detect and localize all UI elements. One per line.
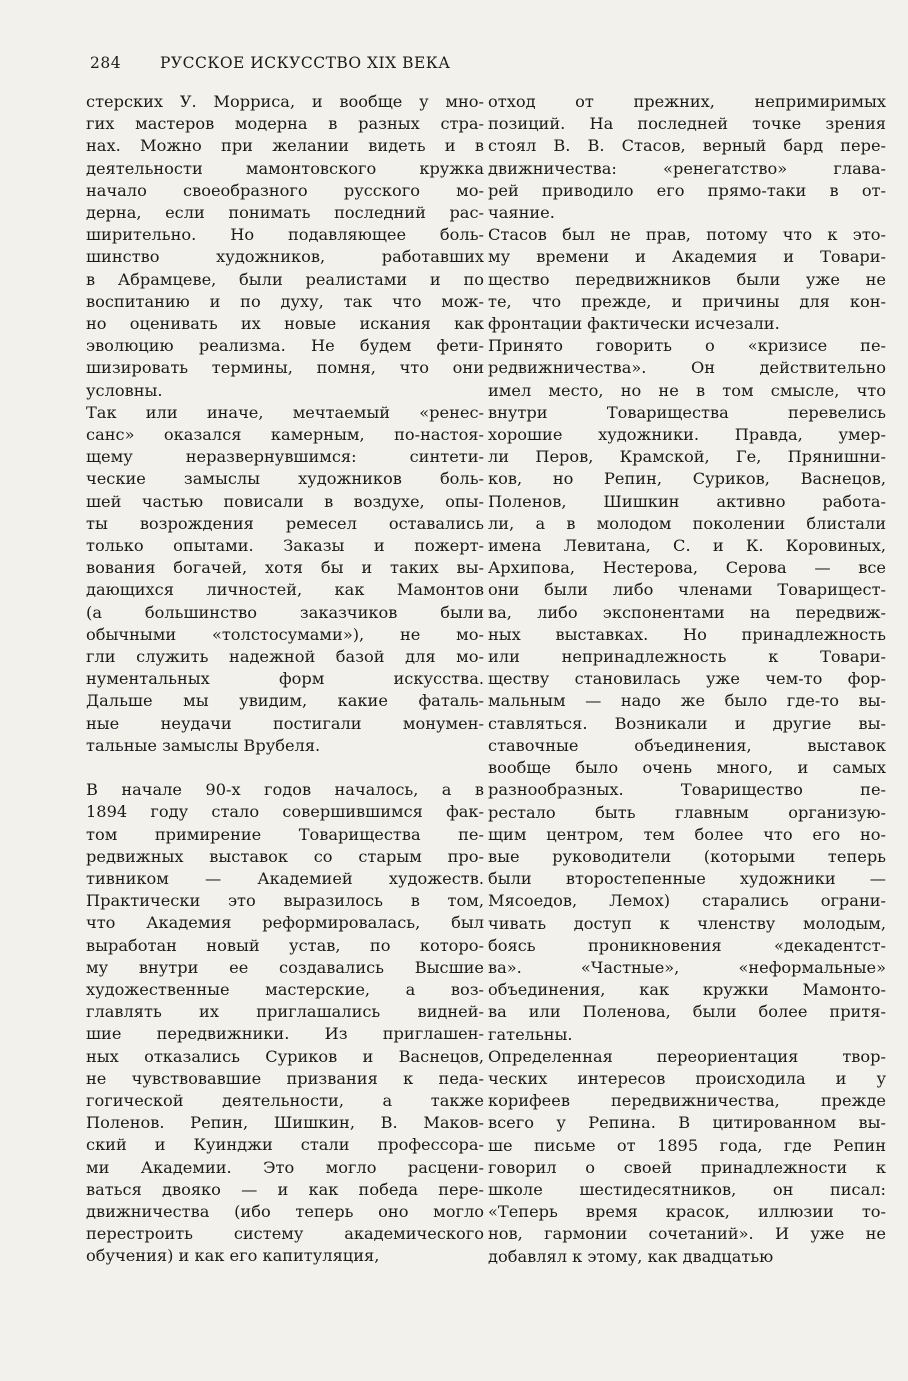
text-line: редвижничества». Он действительно [488,358,886,378]
text-line: были второстепенные художники — [488,869,886,889]
text-line: тальные замыслы Врубеля. [86,735,321,755]
text-line: хорошие художники. Правда, умер- [488,425,886,445]
text-line: Стасов был не прав, потому что к это- [488,225,886,245]
text-line: гли служить надежной базой для мо- [86,647,484,667]
text-line: объединения, как кружки Мамонто- [488,980,886,1000]
paragraph [488,224,886,335]
paragraph [86,91,484,402]
text-line: нументальных форм искусства. [86,669,484,689]
text-line: ные неудачи постигали монумен- [86,713,484,733]
text-line: обучения) и как его капитуляция, [86,1246,380,1266]
text-line: Архипова, Нестерова, Серова — все [488,558,886,578]
text-line: разнообразных. Товарищество пе- [488,780,886,800]
paragraph [488,1046,886,1268]
text-line: ных отказались Суриков и Васнецов, [86,1046,484,1066]
text-line: ществу становилась уже чем-то фор- [488,669,886,689]
text-line: говорил о своей принадлежности к [488,1157,886,1177]
text-line: шей частью повисали в воздухе, опы- [86,491,484,511]
text-line: щество передвижников были уже не [488,269,886,289]
text-line: гих мастеров модерна в разных стра- [86,114,484,134]
text-line: 1894 году стало совершившимся фак- [86,802,484,822]
text-line: но оценивать их новые искания как [86,314,484,334]
text-line: гогической деятельности, а также [86,1090,484,1110]
text-line: Определенная переориентация твор- [488,1046,886,1066]
text-line: рестало быть главным организую- [488,802,886,822]
text-line: движничества (ибо теперь оно могло [86,1201,484,1221]
text-line: вые руководители (которыми теперь [488,846,886,866]
text-line: воспитанию и по духу, так что мож- [86,291,484,311]
text-line: чаяние. [488,203,555,223]
text-line: ли, а в молодом поколении блистали [488,513,886,533]
text-line: Практически это выразилось в том, [86,891,484,911]
text-line: гательны. [488,1024,573,1044]
paragraph [86,779,484,1267]
text-line: стерских У. Морриса, и вообще у мно- [86,92,484,111]
text-line: перестроить систему академического [86,1224,484,1244]
text-line: шизировать термины, помня, что они [86,358,484,378]
text-line: Поленов, Шишкин активно работа- [488,491,886,511]
text-line: или непринадлежность к Товари- [488,647,886,667]
text-line: нов, гармонии сочетаний». И уже не [488,1224,886,1244]
text-line: художественные мастерские, а воз- [86,979,484,999]
text-line: ков, но Репин, Суриков, Васнецов, [488,469,886,489]
left-column [86,91,484,1268]
text-line: дающихся личностей, как Мамонтов [86,580,484,600]
page-number: 284 [90,54,122,72]
text-line: внутри Товарищества перевелись [488,402,886,422]
text-line: санс» оказался камерным, по-настоя- [86,425,484,445]
text-line: ский и Куинджи стали профессора- [86,1135,484,1155]
text-line: они были либо членами Товарищест- [488,580,886,600]
text-line: условны. [86,380,163,400]
text-line: ставочные объединения, выставок [488,735,886,755]
text-line: (а большинство заказчиков были [86,602,484,622]
text-line: школе шестидесятников, он писал: [488,1179,886,1199]
text-line: Дальше мы увидим, какие фаталь- [86,691,484,711]
text-line: му времени и Академия и Товари- [488,247,886,267]
text-line: В начале 90-х годов началось, а в [86,780,484,800]
text-line: эволюцию реализма. Не будем фети- [86,336,484,356]
text-line: добавлял к этому, как двадцатью [488,1246,774,1266]
paragraph [86,402,484,757]
text-line: корифеев передвижничества, прежде [488,1091,886,1111]
text-line: щим центром, тем более что его но- [488,824,886,844]
text-line: чивать доступ к членству молодым, [488,913,886,933]
running-title: РУССКОЕ ИСКУССТВО XIX ВЕКА [160,54,451,72]
text-line: щему неразвернувшимся: синтети- [86,447,484,467]
text-line: му внутри ее создавались Высшие [86,957,484,977]
text-line: позиций. На последней точке зрения [488,114,886,134]
text-line: шие передвижники. Из приглашен- [86,1024,484,1044]
text-line: всего у Репина. В цитированном вы- [488,1113,886,1133]
text-line: мальным — надо же было где-то вы- [488,691,886,711]
paragraph [488,335,886,1046]
text-line: имел место, но не в том смысле, что [488,380,886,400]
text-line: боясь проникновения «декадентст- [488,935,886,955]
text-line: шинство художников, работавших [86,247,484,267]
text-line: тивником — Академией художеств. [86,868,484,888]
text-line: стоял В. В. Стасов, верный бард пере- [488,136,886,156]
text-line: ваться двояко — и как победа пере- [86,1179,484,1199]
text-line: вообще было очень много, и самых [488,758,886,778]
text-line: Так или иначе, мечтаемый «ренес- [86,402,484,422]
text-line: Мясоедов, Лемох) старались ограни- [488,891,886,911]
text-line: рей приводило его прямо-таки в от- [488,180,886,200]
text-line: только опытами. Заказы и пожерт- [86,536,484,556]
text-line: движничества: «ренегатство» глава- [488,158,886,178]
text-line: что Академия реформировалась, был [86,913,484,933]
text-line: выработан новый устав, по которо- [86,935,484,955]
text-line: главлять их приглашались видней- [86,1002,484,1022]
text-line: «Теперь время красок, иллюзии то- [488,1202,886,1222]
text-line: вования богачей, хотя бы и таких вы- [86,558,484,578]
text-line: ва или Поленова, были более притя- [488,1002,886,1022]
running-head [90,54,451,72]
text-line: ческих интересов происходила и у [488,1068,886,1088]
text-line: Поленов. Репин, Шишкин, В. Маков- [86,1113,484,1133]
text-line: отход от прежних, непримиримых [488,92,886,111]
text-line: ческие замыслы художников боль- [86,469,484,489]
text-line: деятельности мамонтовского кружка [86,158,484,178]
text-line: начало своеобразного русского мо- [86,180,484,200]
text-line: имена Левитана, С. и К. Коровиных, [488,536,886,556]
text-line: те, что прежде, и причины для кон- [488,291,886,311]
text-line: дерна, если понимать последний рас- [86,203,484,223]
text-line: в Абрамцеве, были реалистами и по [86,269,484,289]
text-line: ми Академии. Это могло расцени- [86,1157,484,1177]
text-line: Принято говорить о «кризисе пе- [488,336,886,356]
text-line: ва, либо экспонентами на передвиж- [488,602,886,622]
text-line: обычными «толстосумами»), не мо- [86,624,484,644]
text-line: том примирение Товарищества пе- [86,824,484,844]
text-line: редвижных выставок со старым про- [86,846,484,866]
text-line: ли Перов, Крамской, Ге, Прянишни- [488,447,886,467]
text-line: ных выставках. Но принадлежность [488,624,886,644]
text-line: нах. Можно при желании видеть и в [86,136,484,156]
right-column [488,91,886,1268]
text-line: ставляться. Возникали и другие вы- [488,713,886,733]
text-line: ширительно. Но подавляющее боль- [86,225,484,245]
text-line: ше письме от 1895 года, где Репин [488,1135,886,1155]
text-line: не чувствовавшие призвания к педа- [86,1068,484,1088]
paragraph [488,91,886,224]
text-line: ва». «Частные», «неформальные» [488,957,886,977]
text-line: ты возрождения ремесел оставались [86,513,484,533]
text-line: фронтации фактически исчезали. [488,314,780,334]
